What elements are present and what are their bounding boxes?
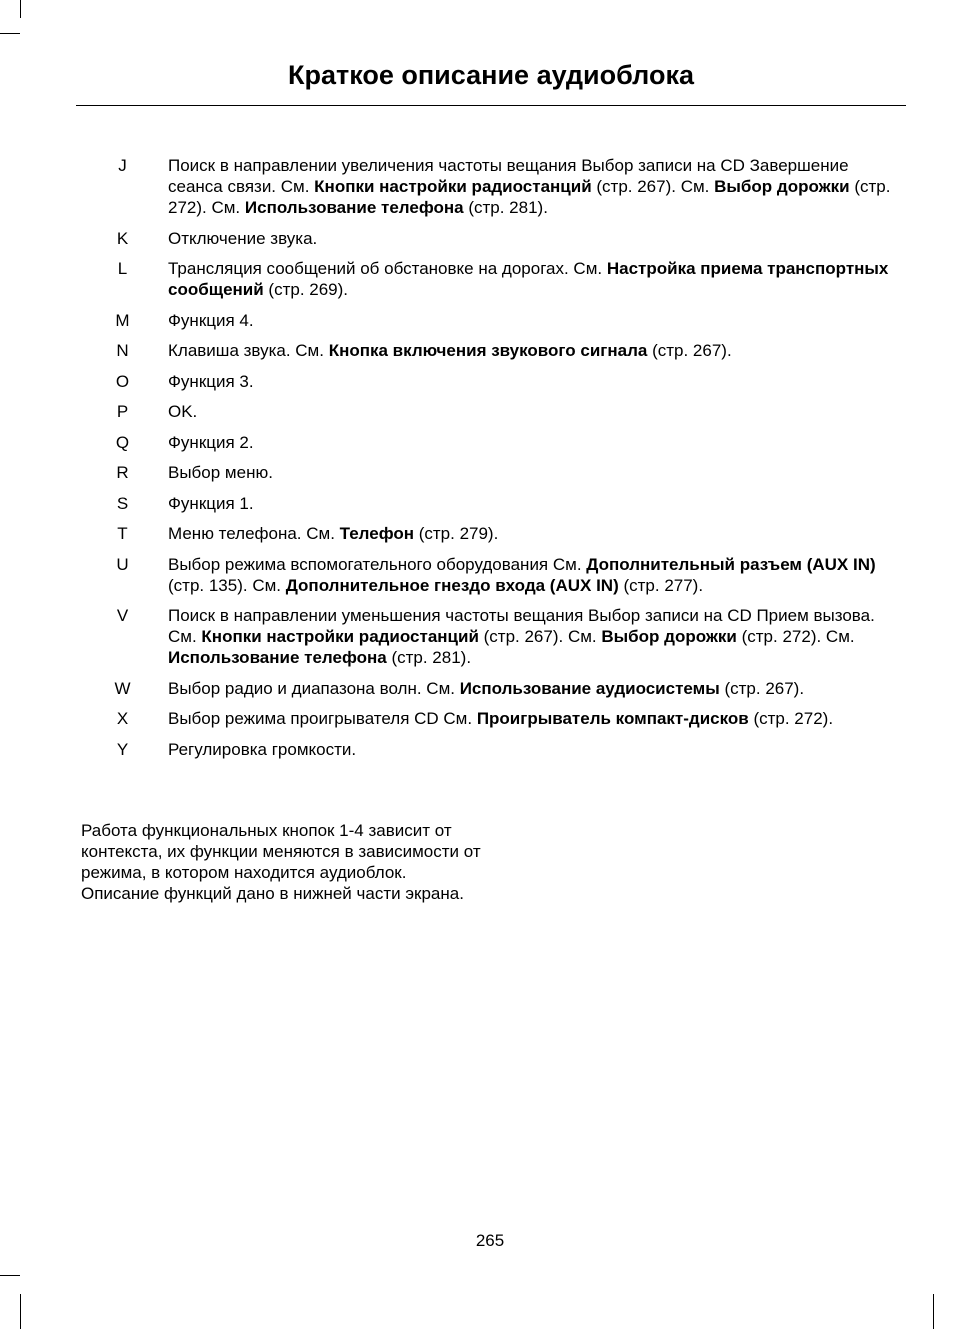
cross-reference-title: Выбор дорожки	[601, 627, 737, 646]
legend-item-l	[100, 258, 900, 300]
cross-reference-title: Использование телефона	[244, 198, 464, 217]
crop-mark-bottom-left-horizontal	[0, 1275, 20, 1276]
description-text: (стр. 281).	[463, 198, 548, 217]
legend-letter: P	[116, 402, 129, 421]
description-text: Трансляция сообщений об обстановке на дорогах. См.	[168, 259, 607, 278]
description-text: Выбор режима вспомогательного оборудования См.	[168, 554, 587, 574]
legend-letter: S	[116, 493, 129, 513]
description-text: (стр. 135). См.	[168, 575, 286, 595]
description-text: Отключение звука.	[168, 228, 318, 248]
description-text: Функция 3.	[168, 371, 254, 391]
page-title: Краткое описание аудиоблока	[288, 60, 694, 90]
legend-letter: J	[118, 156, 127, 175]
legend-letter: M	[115, 310, 130, 330]
legend-item-o	[100, 371, 900, 392]
legend-description	[168, 433, 254, 452]
legend-item-q	[100, 432, 900, 453]
description-text: Поиск в направлении увеличения частоты вещания Выбор записи на CD Завершение сеанса связи. См.	[168, 156, 849, 196]
description-text: (стр. 267). См.	[478, 627, 602, 646]
legend-letter: V	[116, 606, 129, 625]
cross-reference-title: Проигрыватель компакт-дисков	[476, 709, 749, 728]
legend-letter: L	[117, 259, 128, 278]
legend-letter: K	[116, 228, 129, 248]
legend-description	[168, 156, 891, 217]
legend-item-k	[100, 228, 900, 249]
legend-item-x	[100, 708, 900, 729]
description-text: (стр. 279).	[414, 524, 499, 543]
description-text: Выбор режима проигрывателя CD См.	[168, 709, 477, 728]
cross-reference-title: Выбор дорожки	[714, 177, 850, 196]
legend-item-w	[100, 678, 900, 699]
description-text: Регулировка громкости.	[168, 739, 357, 759]
legend-description	[168, 555, 876, 595]
description-text: (стр. 267). См.	[591, 177, 715, 196]
description-text: (стр. 277).	[618, 575, 704, 595]
cross-reference-title: Настройка приема транспортных сообщений	[168, 259, 889, 299]
description-text: Функция 2.	[168, 432, 254, 452]
legend-description	[168, 740, 356, 759]
description-text: Клавиша звука. См.	[168, 341, 329, 360]
cross-reference-title: Кнопки настройки радиостанций	[314, 177, 592, 196]
description-text: (стр. 267).	[719, 678, 805, 698]
legend-letter: Q	[115, 432, 130, 452]
cross-reference-title: Использование аудиосистемы	[459, 678, 720, 698]
legend-item-v	[100, 605, 900, 668]
legend-description	[168, 259, 888, 299]
description-text: Выбор меню.	[168, 463, 273, 482]
description-text: Функция 1.	[168, 493, 254, 513]
description-text: Поиск в направлении уменьшения частоты вещания Выбор записи на CD Прием вызова. См.	[168, 606, 875, 646]
legend-description	[168, 402, 197, 421]
description-text: Выбор радио и диапазона волн. См.	[168, 678, 460, 698]
legend-description	[168, 311, 254, 330]
description-text: (стр. 281).	[386, 648, 472, 667]
legend-item-u	[100, 554, 900, 596]
cross-reference-title: Телефон	[339, 524, 414, 543]
description-text: Меню телефона. См.	[168, 524, 340, 543]
crop-mark-bottom-left-vertical	[20, 1294, 21, 1329]
legend-item-p	[100, 401, 900, 422]
legend-letter: R	[116, 463, 129, 482]
description-text: (стр. 269).	[263, 280, 349, 299]
legend-letter: U	[116, 554, 129, 574]
crop-mark-bottom-right-vertical	[933, 1294, 934, 1329]
crop-mark-top-left-horizontal	[0, 33, 20, 34]
cross-reference-title: Кнопка включения звукового сигнала	[328, 341, 648, 360]
legend-item-y	[100, 739, 900, 760]
legend-description	[168, 494, 254, 513]
cross-reference-title: Дополнительный разъем (AUX IN)	[586, 554, 876, 574]
legend-item-n	[100, 340, 900, 361]
description-text: (стр. 267).	[647, 341, 732, 360]
legend-letter: W	[114, 678, 131, 698]
legend-item-j	[100, 155, 900, 218]
description-text: (стр. 272). См.	[736, 627, 855, 646]
legend-item-t	[100, 523, 900, 544]
legend-description	[168, 524, 498, 543]
description-text: (стр. 272). См.	[168, 177, 891, 217]
legend-description	[168, 606, 875, 667]
title-rule	[76, 105, 906, 106]
page-number: 265	[475, 1231, 505, 1250]
legend-description	[168, 679, 804, 698]
legend-item-s	[100, 493, 900, 514]
legend-description	[168, 341, 732, 360]
legend-letter: Y	[116, 739, 129, 759]
legend-letter: O	[115, 371, 130, 391]
legend-item-m	[100, 310, 900, 331]
function-keys-note: Работа функциональных кнопок 1-4 зависит от контекста, их функции меняются в зависимости от режима, в котором находится аудиоблок. Описание функций дано в нижней части экрана.	[81, 821, 481, 903]
description-text: Функция 4.	[168, 310, 254, 330]
legend-letter: N	[116, 341, 129, 360]
legend-description	[168, 372, 254, 391]
description-text: OK.	[168, 402, 198, 421]
legend-item-r	[100, 462, 900, 483]
legend-description	[168, 709, 833, 728]
control-legend-list	[100, 155, 900, 769]
legend-description	[168, 463, 273, 482]
cross-reference-title: Кнопки настройки радиостанций	[201, 627, 479, 646]
legend-letter: T	[117, 524, 128, 543]
legend-letter: X	[116, 709, 129, 728]
legend-description	[168, 229, 317, 248]
description-text: (стр. 272).	[748, 709, 834, 728]
cross-reference-title: Дополнительное гнездо входа (AUX IN)	[285, 575, 619, 595]
crop-mark-top-left-vertical	[20, 0, 21, 18]
cross-reference-title: Использование телефона	[168, 648, 387, 667]
